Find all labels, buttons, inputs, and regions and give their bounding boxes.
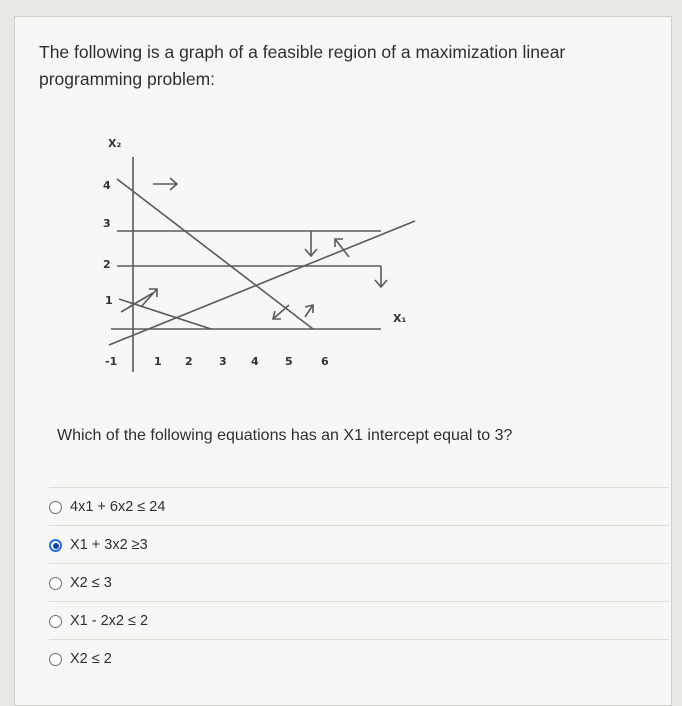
y-tick: 3 (103, 217, 111, 230)
arrow-down-icon (305, 231, 317, 256)
x-tick: 3 (219, 355, 227, 368)
x-tick: -1 (105, 355, 118, 368)
option-label: X1 + 3x2 ≥3 (70, 537, 148, 553)
arrow-right-icon (153, 178, 177, 190)
option-label: X1 - 2x2 ≤ 2 (70, 613, 149, 629)
option-label: 4x1 + 6x2 ≤ 24 (70, 499, 166, 515)
question-prompt: Which of the following equations has an X1 intercept equal to 3? (57, 427, 513, 444)
question-text: The following is a graph of a feasible region of a maximization linear programming problem: (39, 42, 566, 89)
arrow-down-icon-2 (375, 266, 387, 287)
answer-option[interactable] (49, 601, 669, 640)
x-tick: 2 (185, 355, 193, 368)
x-tick: 5 (285, 355, 293, 368)
question-card (14, 16, 672, 706)
radio-button[interactable] (49, 501, 62, 514)
radio-button[interactable] (49, 615, 62, 628)
option-label: X2 ≤ 2 (70, 651, 112, 667)
y-tick: 1 (105, 294, 113, 307)
answer-option[interactable] (49, 525, 669, 564)
y-tick: 2 (103, 258, 111, 271)
constraint-line-x1-2x2 (109, 221, 415, 345)
option-label: X2 ≤ 3 (70, 575, 112, 591)
constraint-line-4x1-6x2 (117, 179, 313, 329)
x-tick: 4 (251, 355, 259, 368)
x-axis-label: X₁ (393, 312, 407, 325)
answer-option[interactable] (49, 639, 669, 678)
y-axis-label: X₂ (108, 137, 122, 150)
y-tick: 4 (103, 179, 111, 192)
x-tick: 6 (321, 355, 329, 368)
answer-option[interactable] (49, 563, 669, 602)
arrow-down-left-icon (273, 305, 289, 319)
radio-button[interactable] (49, 653, 62, 666)
x-tick: 1 (154, 355, 162, 368)
arrow-up-icon (305, 305, 313, 317)
radio-button[interactable] (49, 577, 62, 590)
radio-button-selected[interactable] (49, 539, 62, 552)
answer-option[interactable] (49, 487, 669, 526)
lp-graph (81, 117, 441, 387)
